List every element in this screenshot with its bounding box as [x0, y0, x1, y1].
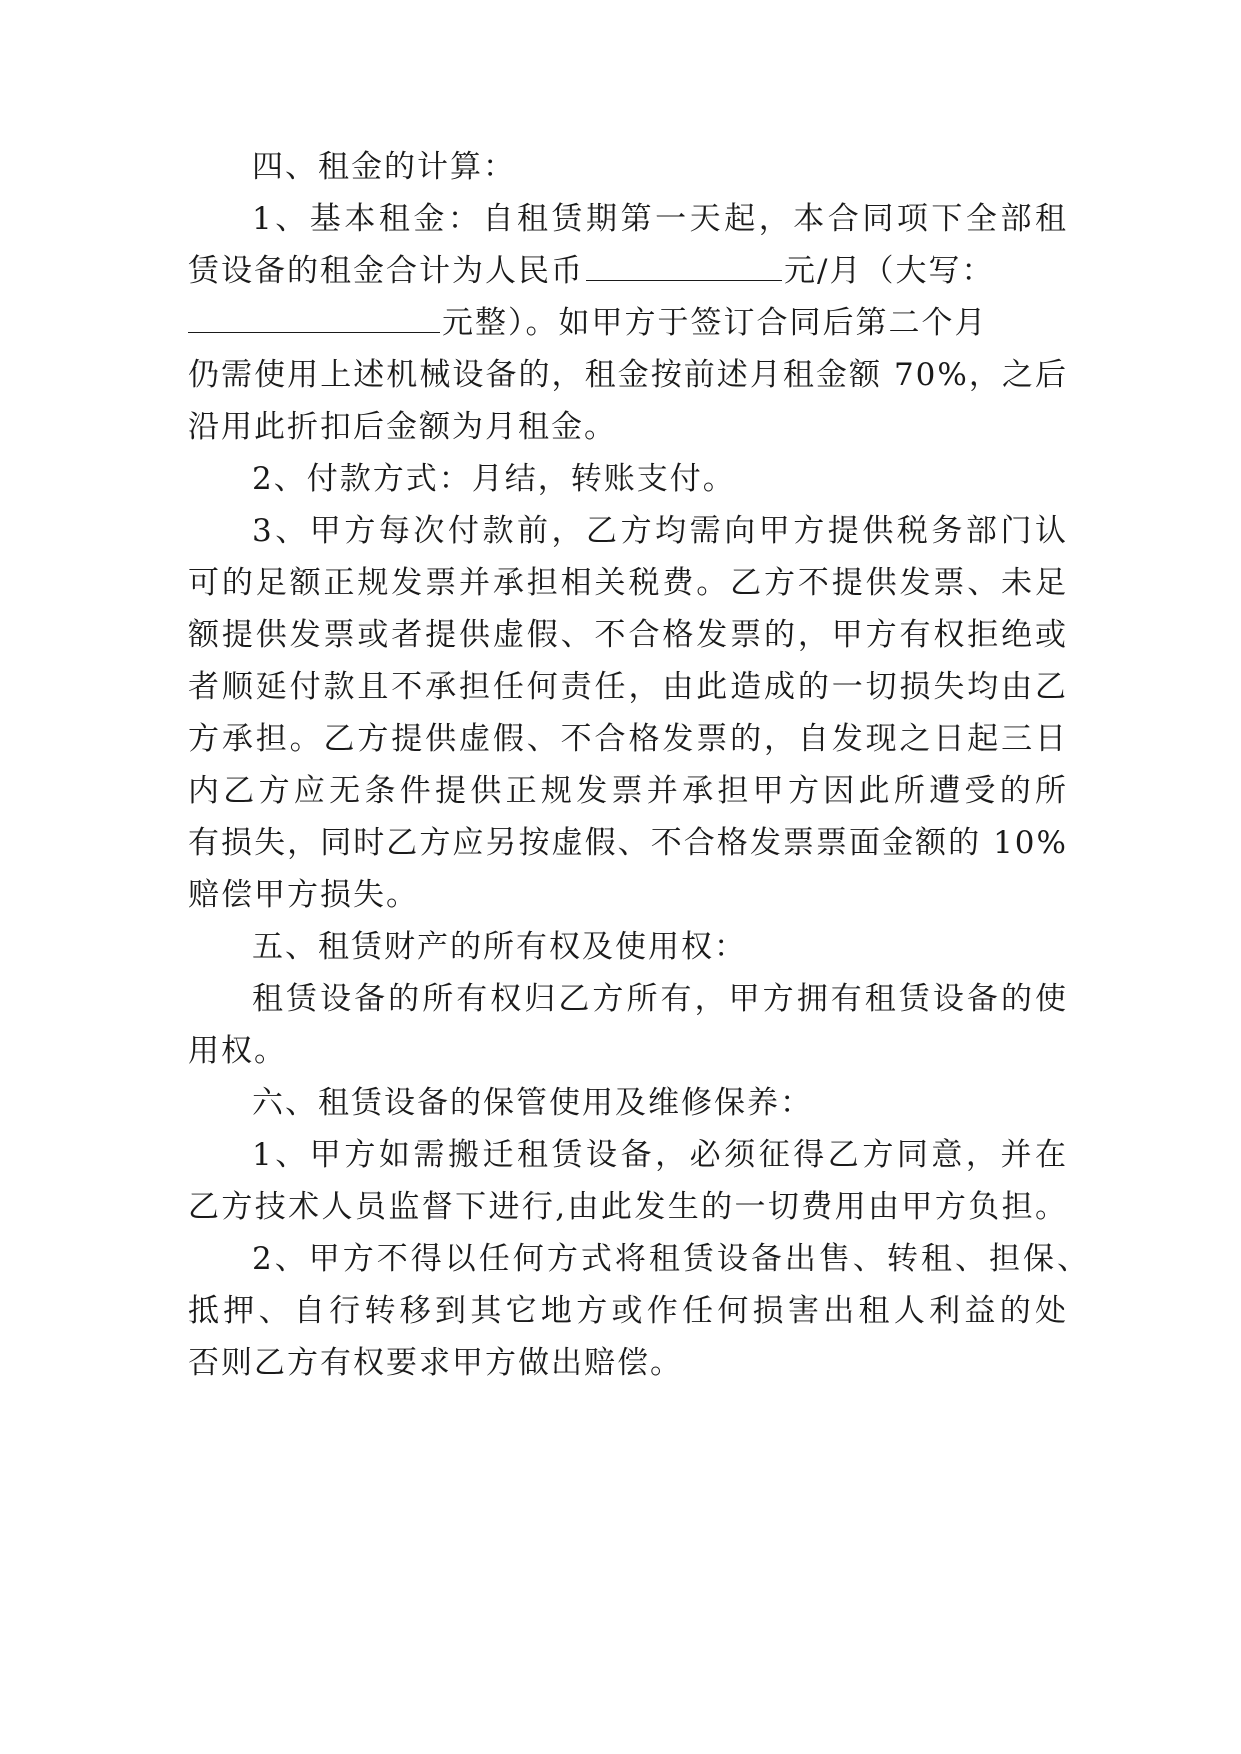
paragraph-line: 否则乙方有权要求甲方做出赔偿。	[188, 1345, 683, 1381]
paragraph-line: 2、付款方式：月结，转账支付。	[252, 461, 736, 497]
paragraph-line: 用权。	[188, 1033, 287, 1069]
paragraph-line: 1、甲方如需搬迁租赁设备，必须征得乙方同意，并在	[252, 1137, 1068, 1173]
paragraph-line: 赔偿甲方损失。	[188, 877, 419, 913]
paragraph-text: 赁设备的租金合计为人民币	[188, 253, 584, 289]
paragraph-line: 方承担。乙方提供虚假、不合格发票的，自发现之日起三日	[188, 721, 1068, 757]
paragraph-line: 者顺延付款且不承担任何责任，由此造成的一切损失均由乙	[188, 669, 1068, 705]
paragraph-line: 1、基本租金：自租赁期第一天起，本合同项下全部租	[252, 201, 1068, 237]
paragraph-line	[188, 242, 1068, 300]
paragraph-line: 乙方技术人员监督下进行,由此发生的一切费用由甲方负担。	[188, 1189, 1068, 1225]
paragraph-line: 2、甲方不得以任何方式将租赁设备出售、转租、担保、	[252, 1241, 1090, 1277]
paragraph-text: 元/月（大写：	[784, 253, 995, 289]
rent-amount-words-blank	[188, 302, 440, 333]
paragraph-line: 有损失，同时乙方应另按虚假、不合格发票票面金额的 10%	[188, 825, 1068, 861]
paragraph-line: 额提供发票或者提供虚假、不合格发票的，甲方有权拒绝或	[188, 617, 1068, 653]
section-heading-4: 四、租金的计算：	[252, 149, 516, 185]
section-heading-5: 五、租赁财产的所有权及使用权：	[252, 929, 747, 965]
paragraph-line: 仍需使用上述机械设备的，租金按前述月租金额 70%，之后	[188, 357, 1068, 393]
paragraph-line: 租赁设备的所有权归乙方所有，甲方拥有租赁设备的使	[252, 981, 1068, 1017]
paragraph-line: 抵押、自行转移到其它地方或作任何损害出租人利益的处	[188, 1293, 1068, 1329]
paragraph-line: 3、甲方每次付款前，乙方均需向甲方提供税务部门认	[252, 513, 1068, 549]
paragraph-line: 沿用此折扣后金额为月租金。	[188, 409, 617, 445]
paragraph-line: 内乙方应无条件提供正规发票并承担甲方因此所遭受的所	[188, 773, 1068, 809]
paragraph-line	[188, 294, 1068, 352]
paragraph-text: 元整）。如甲方于签订合同后第二个月	[442, 305, 988, 341]
section-heading-6: 六、租赁设备的保管使用及维修保养：	[252, 1085, 813, 1121]
paragraph-line: 可的足额正规发票并承担相关税费。乙方不提供发票、未足	[188, 565, 1068, 601]
rent-amount-blank	[586, 250, 782, 281]
